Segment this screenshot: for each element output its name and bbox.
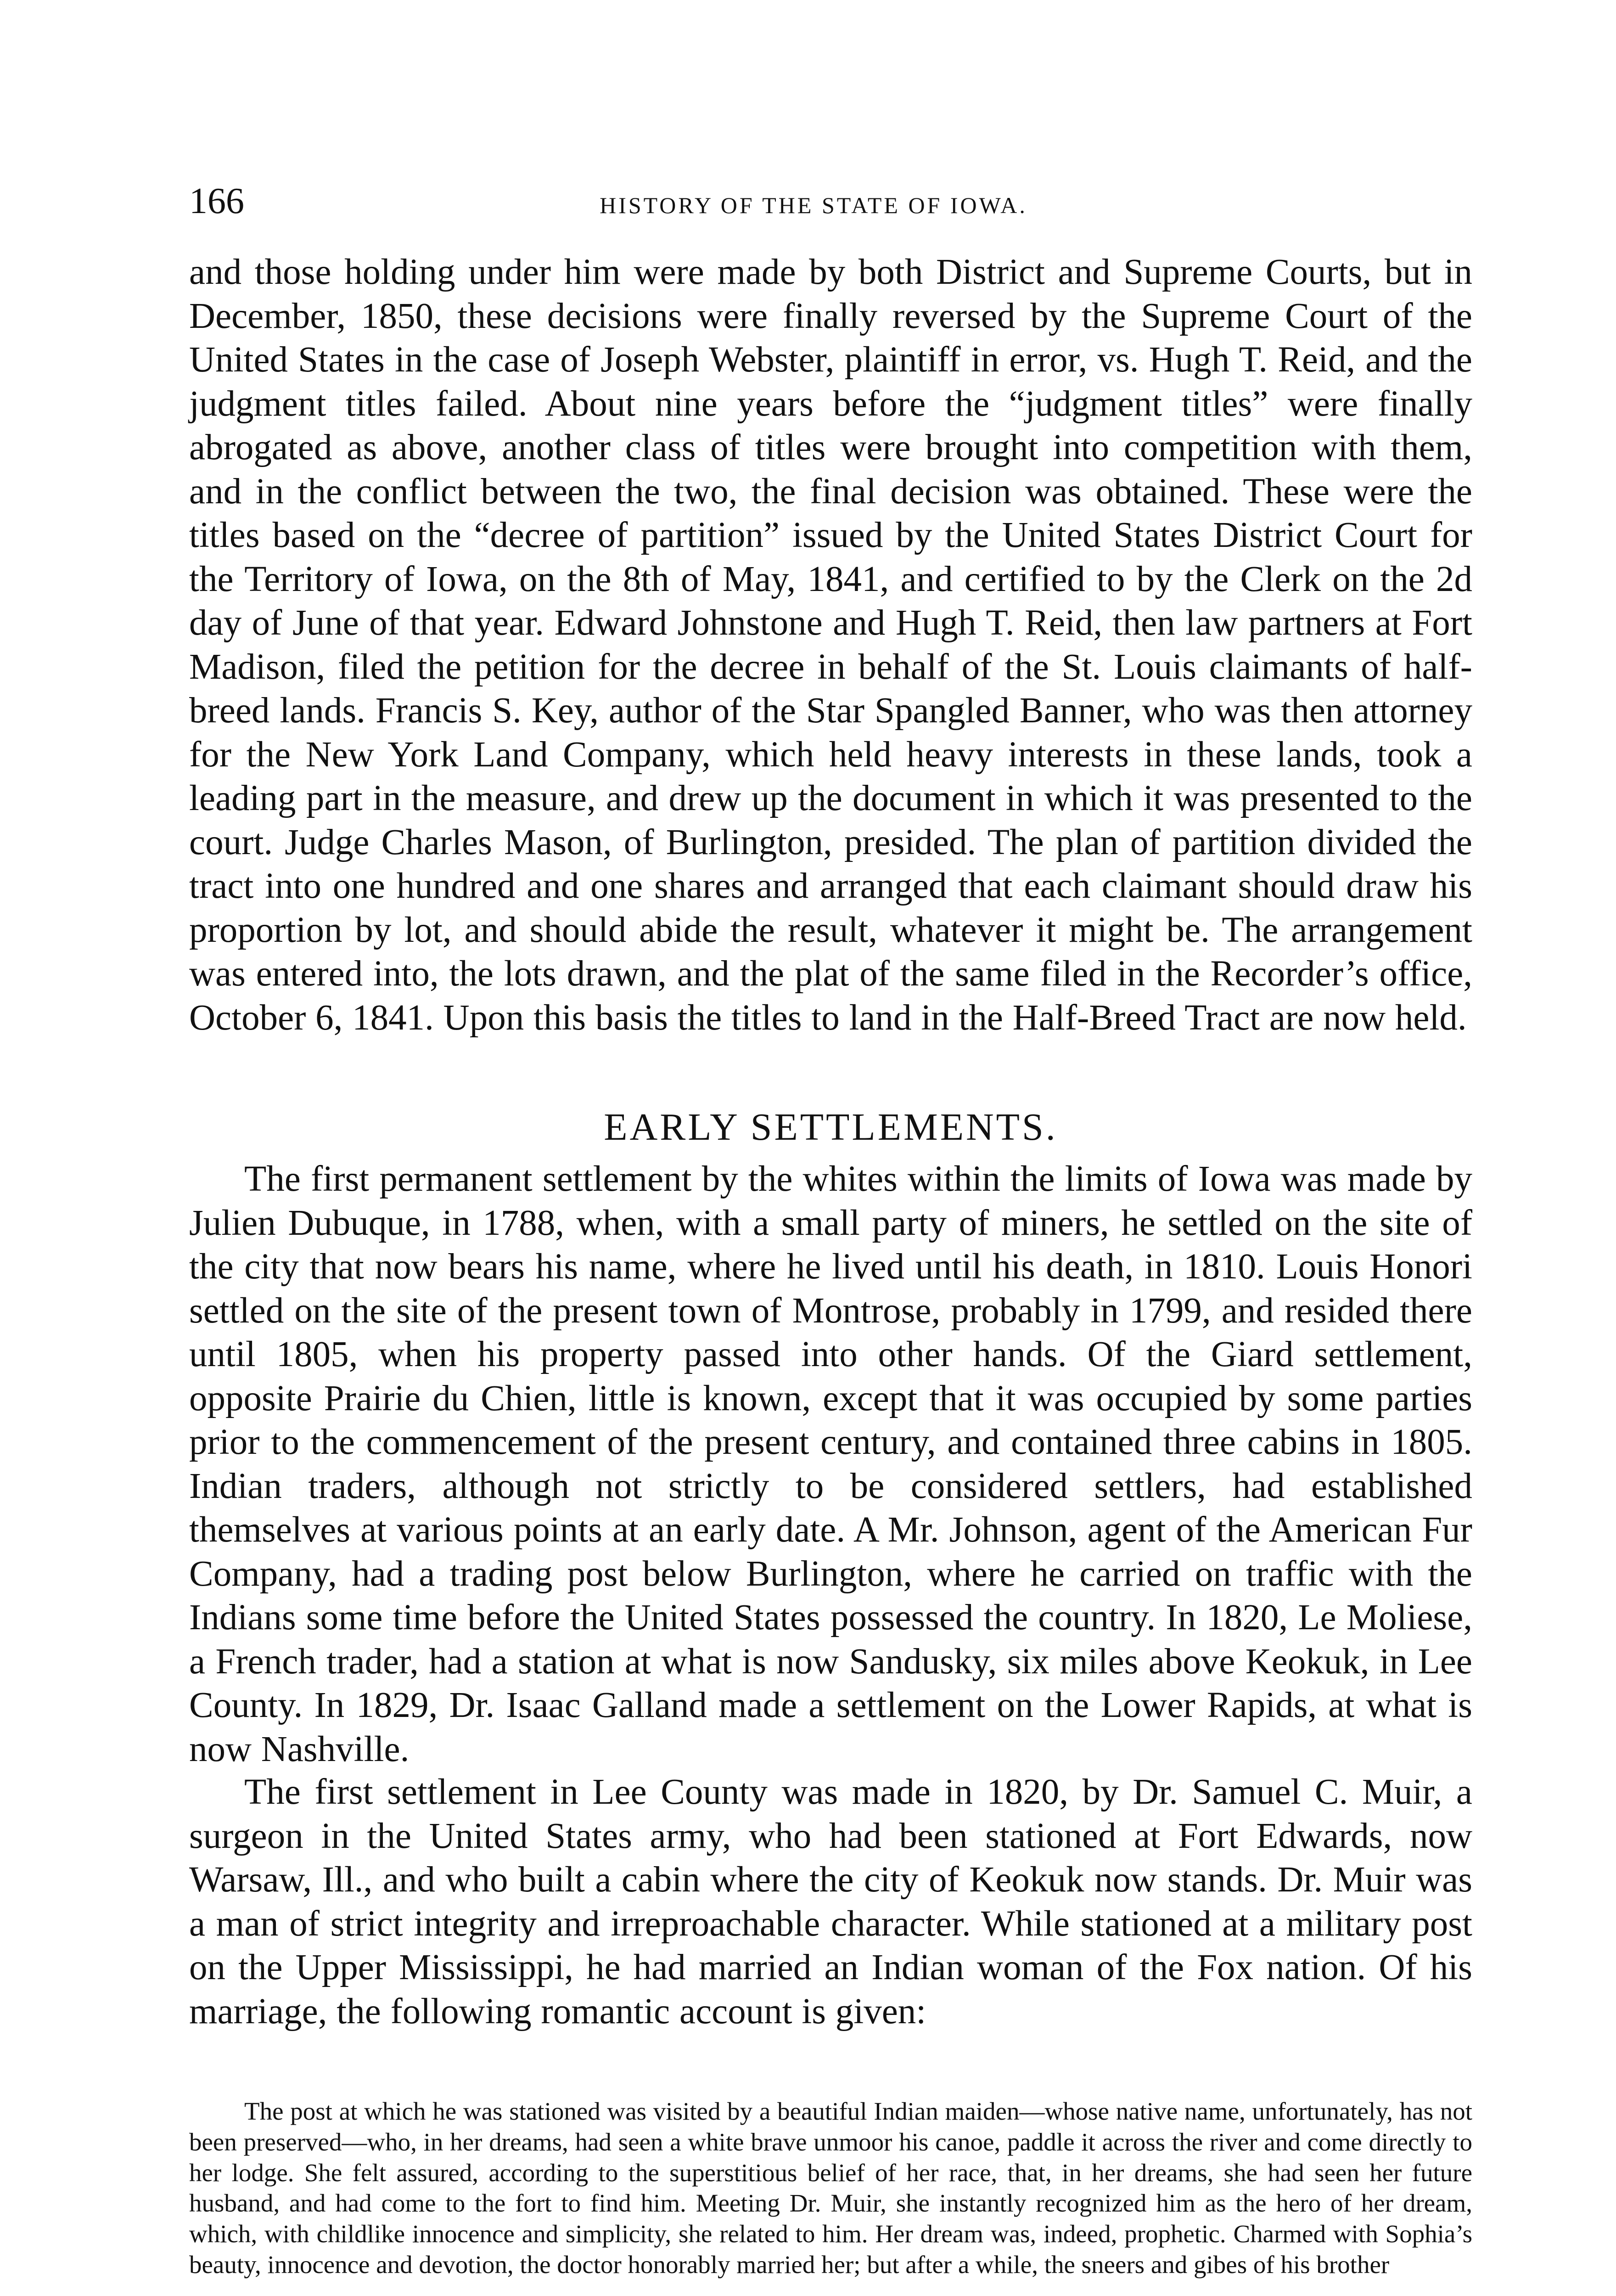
section-heading-early-settlements: EARLY SETTLEMENTS. bbox=[604, 1106, 1058, 1148]
page-number: 166 bbox=[189, 181, 244, 221]
running-head bbox=[189, 178, 1438, 233]
paragraph-lee-county: The first settlement in Lee County was made in 1820, by Dr. Samuel C. Muir, a surgeon in the United States army, who had been stationed at Fort Edwards, now Warsaw, Ill., and who built a cabin where the city of Keokuk now stands. Dr. Muir was a man of strict integrity and irreproachable character. While stationed at a military post on the Upper Mississippi, he had married an Indian woman of the Fox nation. Of his marriage, the following romantic account is given: bbox=[189, 1772, 1472, 2032]
running-title: HISTORY OF THE STATE OF IOWA. bbox=[600, 192, 1027, 218]
quoted-extract: The post at which he was stationed was visited by a beautiful Indian maiden—whose native name, unfortunately, has not been preserved—who, in her dreams, had seen a white brave unmoor his canoe, paddle it across the river and come directly to her lodge. She felt assured, according to the superstitious belief of her race, that, in her dreams, she had seen her future husband, and had come to the fort to find him. Meeting Dr. Muir, she instantly recognized him as the hero of her dream, which, with childlike innocence and simplicity, she related to him. Her dream was, indeed, prophetic. Charmed with Sophia’s beauty, innocence and devotion, the doctor honorably married her; but after a while, the sneers and gibes of his brother bbox=[189, 2097, 1472, 2279]
paragraph-half-breed-titles: and those holding under him were made by both District and Supreme Courts, but in December, 1850, these decisions were finally reversed by the Supreme Court of the United States in the case of Joseph Webster, plaintiff in error, vs. Hugh T. Reid, and the judgment titles failed. About nine years before the “judgment titles” were finally abrogated as above, another class of titles were brought into competition with them, and in the conflict between the two, the final decision was obtained. These were the titles based on the “decree of partition” issued by the United States District Court for the Territory of Iowa, on the 8th of May, 1841, and certified to by the Clerk on the 2d day of June of that year. Edward Johnstone and Hugh T. Reid, then law partners at Fort Madison, filed the petition for the decree in behalf of the St. Louis claimants of half-breed lands. Francis S. Key, author of the Star Spangled Banner, who was then attorney for the New York Land Company, which held heavy interests in these lands, took a leading part in the measure, and drew up the document in which it was presented to the court. Judge Charles Mason, of Burlington, presided. The plan of partition divided the tract into one hundred and one shares and arranged that each claimant should draw his proportion by lot, and should abide the result, whatever it might be. The arrangement was entered into, the lots drawn, and the plat of the same filed in the Recorder’s office, October 6, 1841. Upon this basis the titles to land in the Half-Breed Tract are now held. bbox=[189, 252, 1472, 1038]
paragraph-first-settlements: The first permanent settlement by the whites within the limits of Iowa was made by Julien Dubuque, in 1788, when, with a small party of miners, he settled on the site of the city that now bears his name, where he lived until his death, in 1810. Louis Honori settled on the site of the present town of Montrose, probably in 1799, and resided there until 1805, when his property passed into other hands. Of the Giard settlement, opposite Prairie du Chien, little is known, except that it was occupied by some parties prior to the commencement of the present century, and contained three cabins in 1805. Indian traders, although not strictly to be considered settlers, had established themselves at various points at an early date. A Mr. Johnson, agent of the American Fur Company, had a trading post below Burlington, where he carried on traffic with the Indians some time before the United States possessed the country. In 1820, Le Moliese, a French trader, had a station at what is now Sandusky, six miles above Keokuk, in Lee County. In 1829, Dr. Isaac Galland made a settlement on the Lower Rapids, at what is now Nashville. bbox=[189, 1159, 1472, 1769]
